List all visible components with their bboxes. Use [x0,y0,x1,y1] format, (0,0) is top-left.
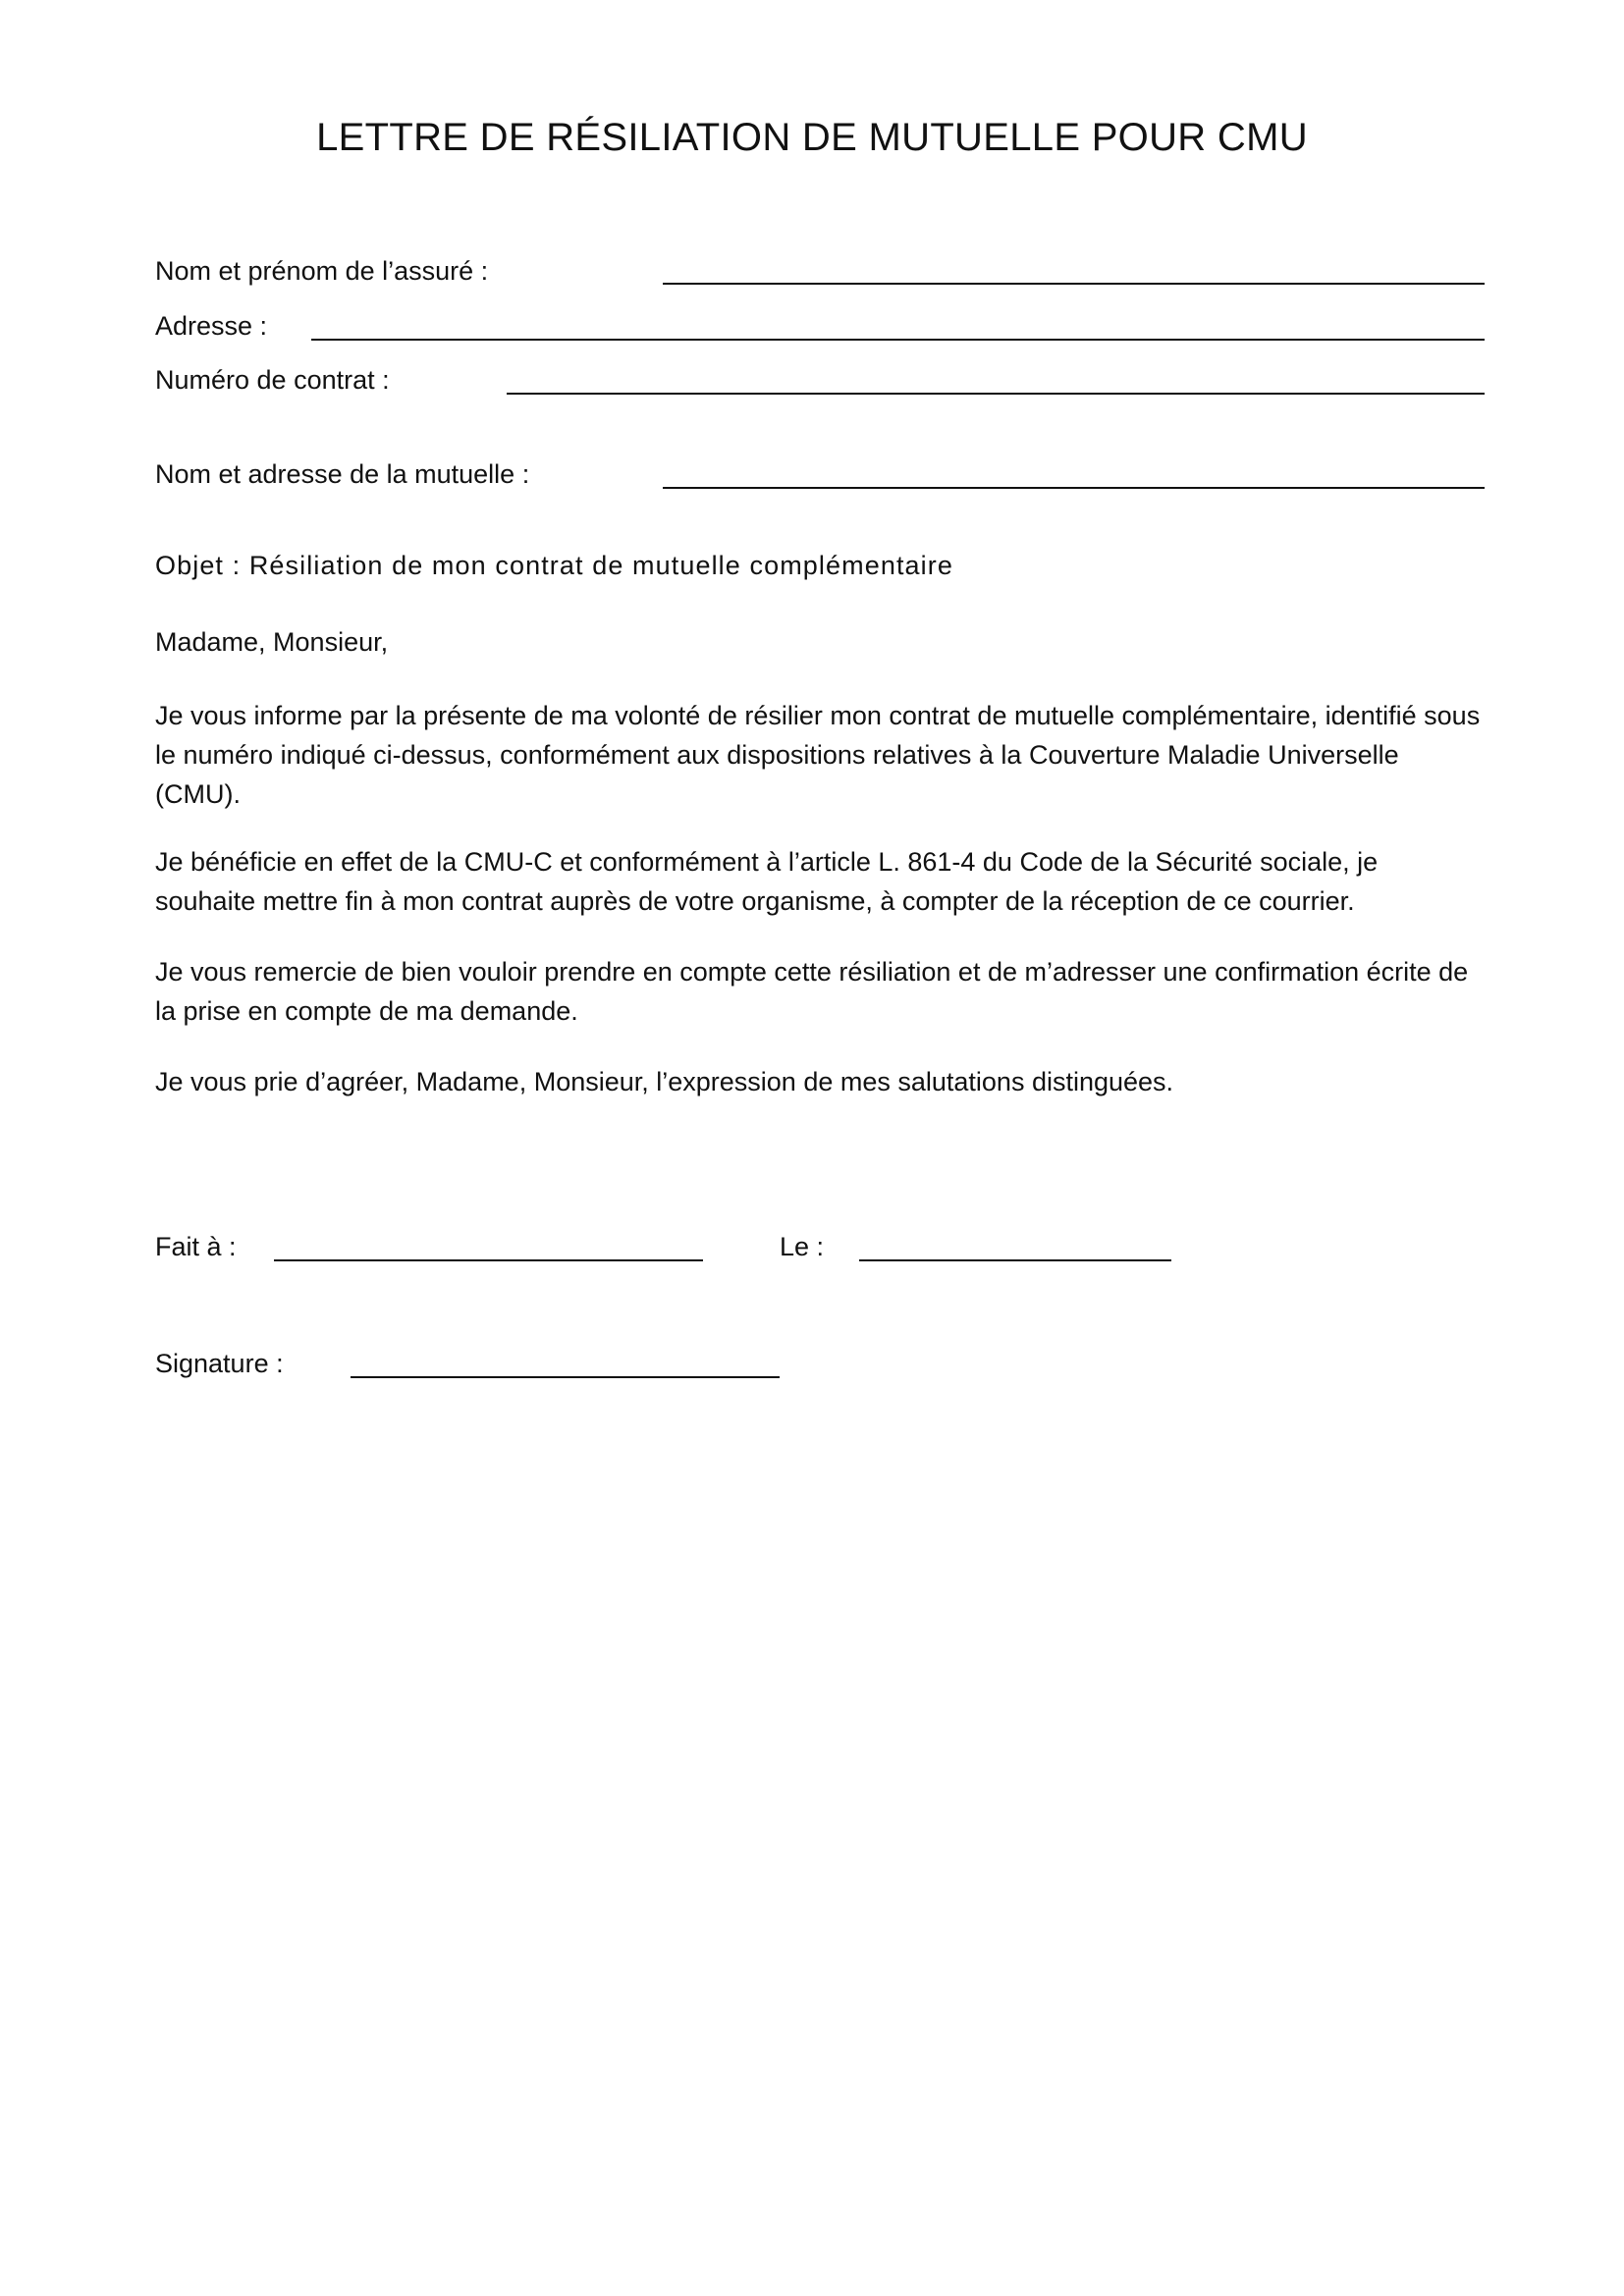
page-title: LETTRE DE RÉSILIATION DE MUTUELLE POUR CMU [316,116,1308,159]
body-paragraph-3: Je vous remercie de bien vouloir prendre en compte cette résiliation et de m’adresser une confirmation écrite de la prise en compte de ma demande. [155,957,1469,1026]
salutation: Madame, Monsieur, [155,627,389,657]
body-paragraph-4: Je vous prie d’agréer, Madame, Monsieur, l’expression de mes salutations distinguées. [155,1067,1174,1096]
signature-field[interactable] [351,1376,780,1378]
signature-label: Signature : [155,1349,284,1378]
body-paragraph-2: Je bénéficie en effet de la CMU-C et conformément à l’article L. 861-4 du Code de la Sécurité sociale, je souhaite mettre fin à mon contrat auprès de votre organisme, à compter de la réception de ce courrier. [155,847,1379,916]
mutuelle-label: Nom et adresse de la mutuelle : [155,459,530,489]
objet-line: Objet : Résiliation de mon contrat de mutuelle complémentaire [155,551,953,580]
fait-a-label: Fait à : [155,1232,237,1261]
numero-contrat-field[interactable] [507,393,1485,395]
nom-prenom-field[interactable] [663,283,1485,285]
le-label: Le : [780,1232,825,1261]
body-paragraph-1: Je vous informe par la présente de ma volonté de résilier mon contrat de mutuelle complémentaire, identifié sous le numéro indiqué ci-dessus, conformément aux dispositions relatives à la Couverture Maladie Universelle (CMU). [155,701,1481,809]
numero-contrat-label: Numéro de contrat : [155,365,390,395]
mutuelle-field[interactable] [663,487,1485,489]
adresse-label: Adresse : [155,311,268,341]
adresse-field[interactable] [311,339,1485,341]
date-field[interactable] [859,1259,1171,1261]
fait-a-field[interactable] [274,1259,703,1261]
nom-prenom-label: Nom et prénom de l’assuré : [155,256,489,286]
